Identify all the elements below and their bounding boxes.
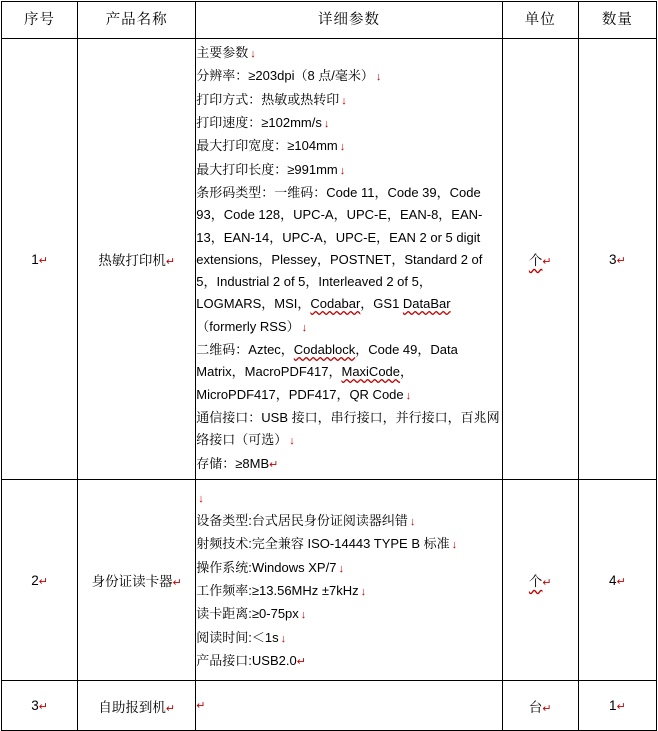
down-arrow-icon: ↓ bbox=[300, 609, 307, 622]
paragraph-mark-icon: ↵ bbox=[616, 701, 626, 714]
detail-line bbox=[196, 487, 501, 510]
paragraph-mark-icon: ↵ bbox=[172, 577, 182, 589]
specification-table bbox=[1, 1, 657, 731]
cell-index bbox=[2, 681, 78, 731]
detail-line-text: 最大打印宽度：≥104mm bbox=[196, 138, 338, 154]
table-row bbox=[2, 681, 657, 731]
row-index-value: 1 bbox=[31, 251, 39, 267]
detail-line bbox=[196, 112, 501, 135]
detail-line bbox=[196, 627, 501, 650]
table-body bbox=[2, 39, 657, 731]
paragraph-mark-icon: ↵ bbox=[38, 701, 48, 714]
detail-paragraph-list bbox=[196, 42, 501, 476]
detail-line-text: 产品接口:USB2.0 bbox=[196, 652, 297, 668]
paragraph-mark-icon: ↵ bbox=[196, 700, 206, 712]
detail-line-text: 阅读时间:＜1s bbox=[196, 629, 279, 645]
detail-paragraph-list bbox=[196, 487, 501, 673]
unit-value: 个 bbox=[528, 574, 543, 589]
detail-line bbox=[196, 694, 501, 717]
header-cell-quantity bbox=[578, 2, 656, 39]
cell-index bbox=[2, 480, 78, 681]
product-name-value: 自助报到机 bbox=[98, 699, 166, 715]
detail-line-text: 分辨率：≥203dpi（8 点/毫米） bbox=[196, 68, 374, 84]
product-name-value: 热敏打印机 bbox=[98, 253, 166, 268]
down-arrow-icon: ↓ bbox=[338, 562, 344, 575]
header-label-detail-params: 详细参数 bbox=[318, 12, 380, 28]
header-label-quantity: 数量 bbox=[601, 12, 633, 28]
detail-line-text: 设备类型:台式居民身份证阅读器纠错 bbox=[196, 513, 408, 529]
header-cell-product-name bbox=[78, 2, 196, 39]
down-arrow-icon: ↓ bbox=[250, 48, 256, 61]
unit-value: 台 bbox=[528, 699, 543, 715]
table-row bbox=[2, 480, 657, 681]
detail-line-text: 二维码：Aztec，Codablock，Code 49，Data Matrix，MacroPDF417，MaxiCode，MicroPDF417，PDF417，QR Code bbox=[196, 342, 458, 402]
paragraph-mark-icon: ↵ bbox=[542, 577, 552, 589]
down-arrow-icon: ↓ bbox=[323, 118, 330, 131]
detail-line-text: 打印方式：热敏或热转印 bbox=[196, 91, 340, 107]
detail-line bbox=[196, 182, 501, 339]
detail-line-text: 存储：≥8MB bbox=[196, 455, 270, 471]
row-index-value: 3 bbox=[31, 698, 39, 714]
down-arrow-icon: ↓ bbox=[360, 586, 367, 598]
quantity-value: 4 bbox=[609, 572, 617, 588]
detail-line bbox=[196, 89, 501, 112]
detail-line bbox=[196, 533, 501, 556]
detail-line bbox=[196, 65, 501, 88]
cell-unit bbox=[502, 480, 578, 681]
down-arrow-icon: ↓ bbox=[198, 492, 204, 505]
paragraph-mark-icon: ↵ bbox=[165, 702, 176, 715]
paragraph-mark-icon: ↵ bbox=[542, 702, 552, 715]
cell-detail-params bbox=[196, 480, 502, 681]
down-arrow-icon: ↓ bbox=[339, 141, 346, 154]
detail-line-text: 打印速度：≥102mm/s bbox=[196, 115, 322, 131]
document-page bbox=[0, 1, 658, 723]
header-label-index: 序号 bbox=[24, 12, 56, 28]
detail-line bbox=[196, 580, 501, 603]
down-arrow-icon: ↓ bbox=[405, 389, 412, 402]
paragraph-mark-icon: ↵ bbox=[269, 458, 279, 471]
paragraph-mark-icon: ↵ bbox=[38, 254, 48, 267]
header-label-unit: 单位 bbox=[524, 12, 556, 28]
quantity-value: 3 bbox=[609, 251, 617, 267]
table-header bbox=[2, 2, 657, 39]
unit-value: 个 bbox=[528, 253, 543, 268]
down-arrow-icon: ↓ bbox=[339, 164, 346, 177]
detail-line bbox=[196, 135, 501, 158]
detail-line bbox=[196, 510, 501, 533]
table-header-row bbox=[2, 2, 657, 39]
detail-line-text: 最大打印长度：≥991mm bbox=[196, 161, 338, 177]
detail-line bbox=[196, 603, 501, 626]
cell-product-name bbox=[78, 480, 196, 681]
table-row bbox=[2, 39, 657, 480]
down-arrow-icon: ↓ bbox=[280, 632, 287, 645]
cell-unit bbox=[502, 681, 578, 731]
detail-line bbox=[196, 557, 501, 580]
down-arrow-icon: ↓ bbox=[451, 539, 458, 552]
cell-detail-params bbox=[196, 681, 502, 731]
cell-product-name bbox=[78, 681, 196, 731]
detail-line bbox=[196, 159, 501, 182]
detail-line-text: 读卡距离:≥0-75px bbox=[196, 606, 299, 622]
cell-product-name bbox=[78, 39, 196, 480]
paragraph-mark-icon: ↵ bbox=[165, 256, 176, 268]
cell-detail-params bbox=[196, 39, 502, 480]
detail-line bbox=[196, 650, 501, 673]
paragraph-mark-icon: ↵ bbox=[38, 575, 48, 588]
detail-line bbox=[196, 42, 501, 65]
cell-quantity bbox=[578, 480, 656, 681]
detail-line bbox=[196, 453, 501, 476]
down-arrow-icon: ↓ bbox=[409, 516, 416, 529]
header-cell-index bbox=[2, 2, 78, 39]
paragraph-mark-icon: ↵ bbox=[542, 256, 552, 268]
paragraph-mark-icon: ↵ bbox=[296, 655, 306, 668]
detail-line-text: 通信接口：USB 接口，串行接口，并行接口，百兆网络接口（可选） bbox=[196, 409, 500, 448]
detail-line-text: 操作系统:Windows XP/7 bbox=[196, 559, 337, 575]
down-arrow-icon: ↓ bbox=[341, 94, 347, 107]
paragraph-mark-icon: ↵ bbox=[616, 254, 626, 267]
detail-line-text: 工作频率:≥13.56MHz ±7kHz bbox=[196, 583, 359, 598]
header-cell-detail-params bbox=[196, 2, 502, 39]
detail-line bbox=[196, 407, 501, 453]
detail-line bbox=[196, 339, 501, 407]
down-arrow-icon: ↓ bbox=[301, 321, 308, 334]
header-cell-unit bbox=[502, 2, 578, 39]
down-arrow-icon: ↓ bbox=[375, 71, 382, 84]
cell-quantity bbox=[578, 39, 656, 480]
down-arrow-icon: ↓ bbox=[289, 435, 295, 448]
product-name-value: 身份证读卡器 bbox=[91, 574, 173, 589]
cell-index bbox=[2, 39, 78, 480]
cell-quantity bbox=[578, 681, 656, 731]
quantity-value: 1 bbox=[609, 698, 617, 714]
detail-line-text: 射频技术:完全兼容 ISO-14443 TYPE B 标准 bbox=[196, 536, 450, 552]
header-label-product-name: 产品名称 bbox=[105, 12, 168, 28]
detail-line-text: 条形码类型：一维码：Code 11，Code 39，Code 93，Code 128，UPC-A，UPC-E，EAN-8，EAN-13，EAN-14，UPC-A，UPC-E，EAN 2 or 5 digit extensions，Plessey，POSTNET，Standard 2 of 5，Industrial 2 of 5，Interleaved 2 of 5，LOGMARS，MSI，Codabar，GS1 DataBar（formerly RSS） bbox=[196, 184, 483, 334]
detail-line-text: 主要参数 bbox=[196, 45, 249, 61]
cell-unit bbox=[502, 39, 578, 480]
row-index-value: 2 bbox=[31, 572, 39, 588]
paragraph-mark-icon: ↵ bbox=[616, 575, 626, 588]
